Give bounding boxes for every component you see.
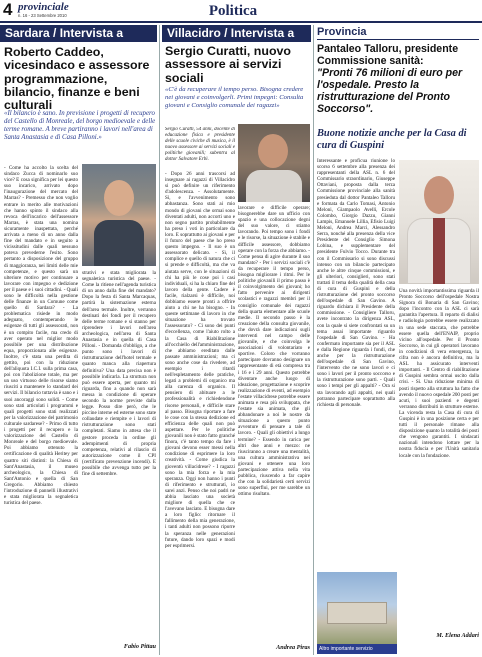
left-column-2: strativi e stata migliorata la segnaletica turistica del paese. - Come la ritiene nell'agenda turistica di un anno dalla fine del mandato? Dopo la festa di Santa Marcaquas, partirà la sistemazione esterna dell'area termale. Inoltre, verranno destinati dei fondi per il recupero delle terme romane e si stanno per riprendere i lavori nell'area archeologica, nell'area di Santa Anastasia e in quella di Casa Pilloni. - Domanda d'obbligo, a che punto sono i lavori di ristrutturazione dell'hotel termale e quanto manca alla riapertura definitiva? Una data precisa non è possibile indicarla. La struttura non può essere aperta, per quanto mi riguarda, fino a quando non sarà messa in condizione di operare secondo la norme previste dalla legge. Posso dire però, che le piccine interne ed esterne sono state collaudate e riempite e i lavori di ristrutturazione sono stati completati. Siamo in attesa che il gestore proceda in ordine gli adempimenti di propria competenza, relativi al rilascio di autorizzazione come il CPI (certificato prevenzione incendi). E possibile che avvenga tutto per la fine di settembre.: [82, 270, 156, 478]
section-title: Politica: [208, 3, 258, 19]
middle-byline: Andrea Piras: [276, 644, 310, 651]
middle-section-bar: Villacidro / Intervista a: [162, 25, 311, 42]
right-section-label: Provincia: [317, 25, 479, 40]
right-byline: M. Elena Addari: [436, 632, 479, 639]
right-subhead: Buone notizie anche per la Casa di cura di Guspini: [317, 128, 467, 151]
right-column-2: Una novità importantissima riguarda il Pronto Soccorso dell'ospedale Nostra Signora di Bonaria di San Gavino; dopo l'incontro con la ASL ci sarà garantita l'apertura. Il reparto di dialisi e radiologia potrebbe essere realizzato in una sede staccata, che potrebbe essere quella dell'ENAIP, proprio vicino all'ospedale. Per il Pronto Soccorso, in cui gli operatori lavorano in condizioni di vera emergenza, la cifra non è ancora definitiva, ma la ASL ha assicurato interventi importanti. - Il Centro di riabilitazione di Guspini sembra ormai uscito dalla crisi. - Sì. Una riduzione minima di posti rispetto alla struttura ha fatto che avendo il nuovo ospedale 200 posti per acuti, i suoi pazienti e degenti verranno distribuiti in strutture esterne. La vicenda resta la Casa di cura di Guspini è in una posizione certa e per tutti il personale rimane alla disposizione quanto la totalità dei posti che vengono garantiti. I sindacati nazionali intendono lottare per la nostra fiducia e per l'Unità sanitaria locale con la fondazione.: [399, 288, 479, 459]
column-divider-2: [313, 25, 314, 655]
right-headline: Pantaleo Talloru, presidente Commissione sanità:: [317, 43, 459, 67]
column-divider: [159, 25, 160, 655]
middle-portrait-photo: [238, 124, 310, 202]
left-section-bar: Sardara / Intervista a: [0, 25, 157, 42]
left-subhead: «Il bilancio è sano. In previsione i progetti di recupero del Castello di Monreale, del borgo medioevale e delle terme romane. A breve partiranno i lavori nell'area di Santa Anastasia e di Casa Pilloni.»: [4, 110, 156, 141]
left-column-1: - Come ha accolto la scelta del sindaco Zucca di nominarlo suo vice? E cosa significa per lei questo suo incarico, arrivato dopo l'inaugurazione del mercato del Marras? - Premesso che non voglio entrare in merito alle motivazioni che hanno spinto il sindaco alla revoca dell'incarico dell'assessore Marras, è stata una nomina sicuramente inaspettata, perché arrivata a meno di un anno dalla fine del mandato e in seguito a vicissitudini dalle quali nessuno poteva prevederne l'esito. Sono pertanto a disposizione del gruppo di maggioranza, nei limiti delle mie competenze, e questo sarà un ulteriore motivo per continuare a lavorare con impegno e dedizione per il paese e i suoi cittadini. - Quali sono le difficoltà nella gestione delle finanze in un Comune come quello di Sardara? - La problematica risiede in modo adeguato, contemperando le esigenze di tutti gli assessorati, non è un compito facile, ma credo di aver operato nel miglior modo possibile per una distribuzione equa, proporzionata alle esigenze. Inoltre, c'è stata una perdita di gettito, poi con la riduzione dell'aliquota I.C.I. sulla prima casa, poi con l'abolizione totale, ma per un uso virtuoso delle risorse siamo riusciti a mantenere lo standard dei servizi. Il bilancio tuttavia è sano e i suoi ancoraggi sono solidi. - Come sono stati articolati i programmi e quali progetti sono stati realizzati per la valorizzazione del patrimonio culturale sardarese? - Primo di tutto i progetti per il recupero e la valorizzazione del Castello di Monreale e del borgo medioevale. Poi abbiamo ottenuto la certificazione di qualità Heritey per quattro siti distinti: la Chiesa di Sant'Anastasia, il museo archeologico, la Chiesa di Sant'Antonio e quella di San Gregorio. Abbiamo chiesto l'introduzione di pannelli illustrativi e stata migliorata la segnaletica turistica del paese.: [4, 165, 78, 507]
left-portrait-photo: [82, 164, 156, 266]
middle-headline: Sergio Curatti, nuovo assessore ai servizi sociali: [165, 44, 291, 85]
left-headline: Roberto Caddeo, vicesindaco e assessore programmazione, bilancio, finanze e beni culturali: [4, 45, 150, 113]
masthead-logo: [18, 2, 98, 20]
left-byline: Fabio Pittau: [123, 643, 156, 650]
right-building-photo: [317, 572, 397, 654]
logo-text: provinciale: [18, 1, 69, 13]
middle-subhead: «C'è da recuperare il tempo perso. Bisogna credere nei giovani e coinvolgerli. Primi impegni: Consulta giovani e Consiglio comunale dei ragazzi»: [165, 86, 304, 109]
masthead-rule: [0, 21, 482, 23]
left-landscape-photo: [82, 560, 83, 561]
middle-column-1: - Dopo 26 anni trascorsi ad insegnare ai ragazzi di Villacidro si può definire un riferimento d'adolescenza. - Assolutamente. Sì, e l'avvenimento sono abbastanza. Sono stati ai mio mondo di giovani che ormai sono diventati adulti, non accorti uno e non segno partito probabilmente ha preso i voti in particolare da loro. E soprattutto ai giovani e per il futuro del paese che ho preso questo impegno. - Il suo è un assessorato delicato. - Sì, il complice e quello di natura che ci si prende e difficoltà, ma che va aiutata serve, con le situazioni di chi ha più le cose poi i casi individuali, si ha la chiaro fine del lavoro della gente. Cadere è facile, rialzarsi è difficile, noi dobbiamo essere pronti a offrire aiuto a chi ne ha bisogno. - In queste settimane di lavoro in che situazione ha trovato l'assessorato? - Ci sono dei punti d'eccellenza, come l'aiuto rolto a la Casa di Riabilitazione all'occhiello dell'amministrazione, che abbiamo ereditato dalle passate amministrazioni; ma ci sono anche cose da rivedere, ad esempio i ritardi nell'espletamento delle pratiche, legati a problemi di organico ma alla carenza di organico. Il pensiero di abituare a le professionalità e richiedendone risorse personali, e difficile stare al passo. Bisogna riportare a fare le cose con la stessa dedizione ed efficienza delle quali non può aspettare. Per le politiche giovanili non è stato fatto granché finora, c'è tanto tempo da fare i giovani devono esser messi nella condizione di esprimere la loro creatività. - Come giudica la gioventù villacidrese? - I ragazzi sono la mia forza e la mia speranza. Oggi non hanno i punti di riferimento e strutturati, io sarei anzi. Penso che noi padri ne abbia lasciato una società migliore di quella che ce l'avevano lasciato. E bisogna dare a loro figlio: ritornare il fallimento della mia generazione, i tanti adulti non possono riporre la speranza nelle generazioni future, dando loro spazi e modi per esprimersi.: [165, 171, 235, 549]
page-number: 4: [3, 0, 13, 19]
right-quote: "Pronti 76 milioni di euro per l'ospedale. Presto la ristrutturazione del Pronto Soccorso".: [317, 67, 463, 115]
issue-date: n. 16 - 23 Settembre 2010: [18, 13, 67, 18]
right-column-1: Interessante e proficua riunione lo scorso 6 settembre alla presenza dei rappresentanti della ASL n. 6 del Commissario straordinario, Giuseppe Ottaviani, proposta dalla terza Commissione provinciale alla sanità presieduta dal dottor Pantaleo Talloru e formata da Carlo Tomasi, Antonio Meloni, Giampaolo Avelli, Ercole Colombo, Giorgio Dazzu, Gianni Lampis, Emanuele Lillia, Efisio Luigi Meloni, Andrea Marci, Alessandro Serra, nonché alla presenza della vice Presidente del Consiglio Simona Lobina, e supplementare del presidente Fulvio Tocco. Durante tra con il Commissario si sono discussi intenso con un bilancio partecipato anche le altre cinque commissioni, e gli ulteriori, consiglieri, sono stati trattati il tema della qualità della casa di cura di Guspini e della ristrutturazione del pronto soccorso dell'ospedale di San Gavino. A riguardo dichiara il Presidente della commissione. - Consigliere Talloru, avete incontrato la dirigenza ASL, con la quale si siete confrontati su un tema assai importante riguardo l'ospedale di San Gavino. - Ha confermato importante sia per il ASL e dalla Regione riguarda i fondi, che anche per la ristrutturazione dell'ospedale di San Gavino, l'intervento che ne sono lavori e ci sono i lavori per il pronto soccorso e la ristrutturazione sono parti. - Quali sono i tempi per gli appalti? - Ora si sta lavorando agli appalti, nei quali potranno partecipare soprattutto alla richiesta di personale.: [317, 158, 395, 408]
right-photo-caption: Altro importante servizio: [319, 646, 373, 652]
middle-photo-caption: Sergio Curatti, 54 anni, docente di educazione fisica e presidente delle scuole civiche di musica, è il nuovo assessore ai servizi sociali e politiche giovanili; subentra al dottor Salvatore Erbì.: [165, 127, 235, 163]
middle-column-2: lavorare e difficile operare; bisognerebbe dare un ufficio con spazio e una collocazione degni del suo valore, ci stiamo lavorando. Poi tempo sono i fondi e le risorse, la situazione è stabile e difficile assessore, dobbiamo operare con la forza che abbiamo. - Come pensa di agire durante il suo mandato? - Per i servizi sociali c'è da recuperare il tempo perso, bisogna migliorare i ritmi. Per le politiche giovanili il primo passo è il coinvolgimento dei giovani; ho fatto pervenire ai dirigenti scolastici e ragazzi membri per il consiglio comunale dei ragazzi della quarta elementare alle scuole medie. Il secondo passo è la creazione della consulta giovanile, che dovrà dare indicazioni sugli interventi nel campo delle giovanile, e che coinvolga le associazioni di volontariato e sportive. Coloro che vorranno partecipare dovranno designare un rappresentante di età compresa tra i 16 e i 29 anni. Questo potrebbe diventare anche luogo di ideazione, progettazione e scoprire realizzazione di eventi, ad esempio l'estate villacidrese potrebbe essere animata e resa più sviluppata, che l'estate sia animata, che gli abbandonare a noi le nostre da situazione a questo punto avventure di pensare a tale di lavoro. - Quali gli obiettivi a lungo termine? - Essendo in carica per altri due anni e mezzo: ne riusciranno a creare una mentalità, una cultura amministrativa nei giovani e ottenere una loro partecipazione attiva nella vita pubblica, riuscendo a far capire che con la solidarietà certi servizi sono superflui, per me sarebbe un ottimo risultato.: [238, 205, 310, 498]
right-portrait-photo: [399, 160, 479, 284]
